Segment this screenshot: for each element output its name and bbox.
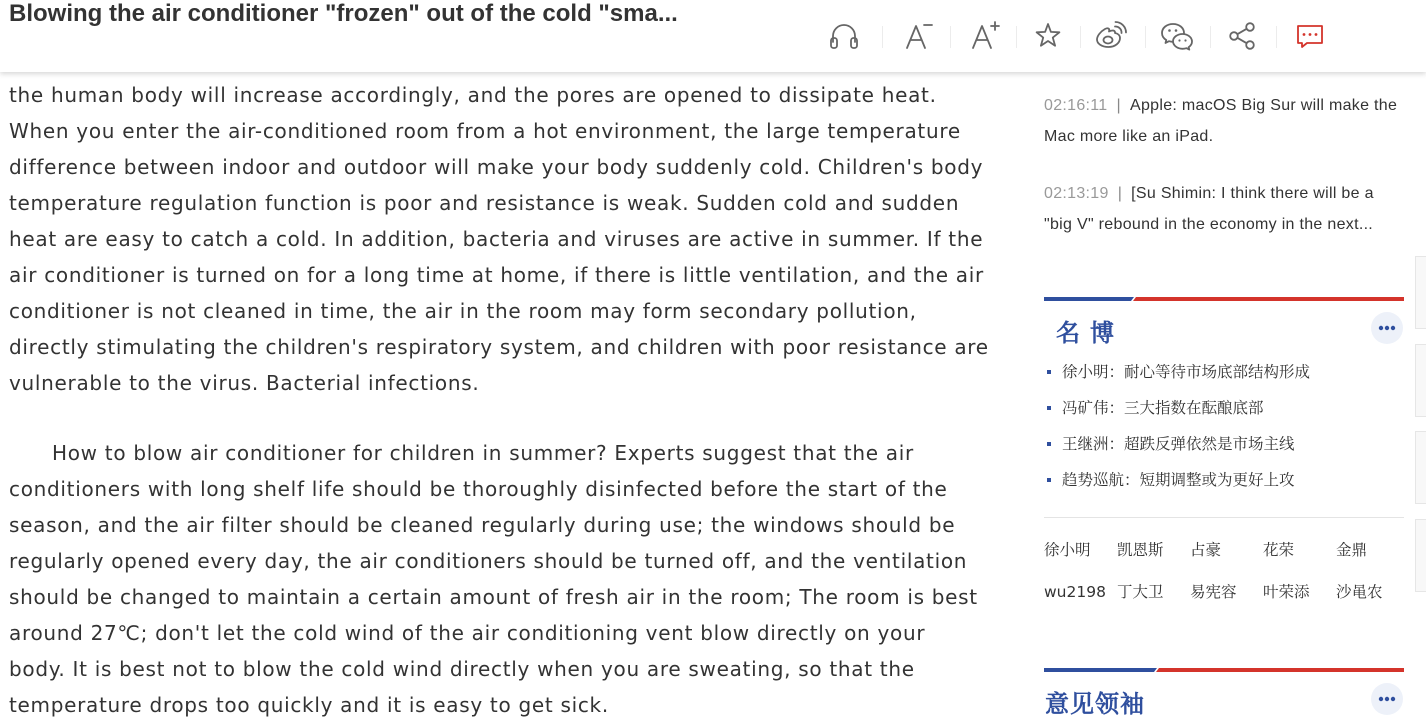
rule-blue-segment [1044,297,1134,301]
wechat-icon [1159,18,1195,54]
mingbo-article-item[interactable] [1044,462,1404,498]
font-increase-button[interactable] [967,18,1003,54]
star-icon [1030,18,1066,54]
article-line: temperature regulation function is poor and resistance is weak. Sudden cold and sudden [9,191,960,215]
rule-blue-segment [1044,668,1157,672]
side-float-tab[interactable] [1415,256,1426,329]
article-line: season, and the air filter should be cleaned regularly during use; the windows should be [9,513,956,537]
headphones-icon [826,18,862,54]
blogger-link[interactable]: 凯恩斯 [1117,541,1164,559]
blogger-grid [1044,529,1404,613]
blogger-link[interactable]: 沙黾农 [1336,583,1383,601]
article-line: conditioners with long shelf life should be thoroughly disinfected before the start of the [9,477,948,501]
mingbo-article-link[interactable]: 徐小明：耐心等待市场底部结构形成 [1062,363,1311,381]
bullet-icon [1047,370,1051,374]
share-icon [1224,18,1260,54]
blogger-link[interactable]: 占豪 [1190,541,1222,559]
mingbo-article-item[interactable] [1044,390,1404,426]
font-increase-icon [967,18,1003,54]
blogger-link[interactable]: 易宪容 [1190,583,1237,601]
mingbo-article-list [1044,354,1404,498]
rule-red-segment [1133,297,1404,301]
more-dots-icon [1371,683,1403,715]
article-line: How to blow air conditioner for children in summer? Experts suggest that the air [52,441,914,465]
side-float-tab[interactable] [1415,519,1426,592]
blogger-link[interactable]: 花荣 [1263,541,1295,559]
side-float-tab[interactable] [1415,431,1426,504]
mingbo-article-item[interactable] [1044,426,1404,462]
article-line: should be changed to maintain a certain amount of fresh air in the room; The room is best [9,585,978,609]
page-title: Blowing the air conditioner "frozen" out of the cold "sma... [9,0,678,27]
side-float-tab[interactable] [1415,344,1426,417]
flash-news-separator: | [1117,185,1123,202]
weibo-icon [1093,18,1129,54]
toolbar-divider [882,26,883,48]
article-line: vulnerable to the virus. Bacterial infections. [9,371,480,395]
section-divider [1044,517,1404,518]
section-title-rule [1044,297,1404,301]
bullet-icon [1047,406,1051,410]
blogger-row [1044,571,1404,613]
article-body [9,77,1019,723]
font-decrease-icon [901,18,937,54]
article-line: regularly opened every day, the air conditioners should be turned off, and the ventilation [9,549,968,573]
toolbar-divider [950,26,951,48]
blogger-link[interactable]: wu2198 [1044,583,1106,601]
mingbo-article-link[interactable]: 王继洲：超跌反弹依然是市场主线 [1062,435,1295,453]
article-line: around 27℃; don't let the cold wind of the air conditioning vent blow directly on your [9,621,926,645]
mingbo-article-item[interactable] [1044,354,1404,390]
share-wechat-button[interactable] [1159,18,1195,54]
bullet-icon [1047,478,1051,482]
flash-news-item[interactable] [1044,90,1404,152]
bullet-icon [1047,442,1051,446]
article-paragraph [9,435,1019,723]
article-paragraph [9,77,1019,401]
blogger-link[interactable]: 叶荣添 [1263,583,1310,601]
article-line: body. It is best not to blow the cold wind directly when you are sweating, so that the [9,657,915,681]
article-line: When you enter the air-conditioned room from a hot environment, the large temperature [9,119,961,143]
blogger-link[interactable]: 徐小明 [1044,541,1091,559]
opinion-leaders-section-title[interactable]: 意见领袖 [1045,690,1145,718]
flash-news-time: 02:13:19 [1044,185,1109,202]
mingbo-article-link[interactable]: 冯矿伟：三大指数在酝酿底部 [1062,399,1264,417]
article-line: directly stimulating the children's respiratory system, and children with poor resistance are [9,335,989,359]
mingbo-more-button[interactable] [1371,312,1403,344]
toolbar-divider [1016,26,1017,48]
sidebar [1044,0,1404,726]
blogger-row [1044,529,1404,571]
flash-news-text[interactable]: Apple: macOS Big Sur will make the Mac more like an iPad. [1044,97,1398,145]
article-line: the human body will increase accordingly, and the pores are opened to dissipate heat. [9,83,937,107]
share-weibo-button[interactable] [1093,18,1129,54]
favorite-button[interactable] [1030,18,1066,54]
blogger-link[interactable]: 丁大卫 [1117,583,1164,601]
font-decrease-button[interactable] [901,18,937,54]
toolbar-divider [1276,26,1277,48]
flash-news-separator: | [1116,97,1121,114]
mingbo-article-link[interactable]: 趋势巡航：短期调整或为更好上攻 [1062,471,1295,489]
flash-news-text[interactable]: [Su Shimin: I think there will be a "big V" rebound in the economy in the next... [1044,185,1374,233]
more-dots-icon [1371,312,1403,344]
article-line: difference between indoor and outdoor will make your body suddenly cold. Children's body [9,155,984,179]
mingbo-section-title[interactable]: 名博 [1056,319,1124,347]
opinion-leaders-more-button[interactable] [1371,683,1403,715]
blogger-link[interactable]: 金鼎 [1336,541,1368,559]
flash-news-item[interactable] [1044,178,1404,240]
comment-button[interactable] [1292,18,1328,54]
section-title-rule [1044,668,1404,672]
share-button[interactable] [1224,18,1260,54]
flash-news-time: 02:16:11 [1044,97,1108,114]
article-line: temperature drops too quickly and it is easy to get sick. [9,693,609,717]
toolbar-divider [1210,26,1211,48]
article-line: conditioner is not cleaned in time, the air in the room may form secondary pollution, [9,299,917,323]
rule-red-segment [1156,668,1404,672]
article-line: heat are easy to catch a cold. In addition, bacteria and viruses are active in summer. If the [9,227,984,251]
toolbar-divider [1145,26,1146,48]
listen-button[interactable] [826,18,862,54]
article-header [0,0,1426,72]
toolbar-divider [1080,26,1081,48]
article-line: air conditioner is turned on for a long time at home, if there is little ventilation, and the air [9,263,984,287]
comment-icon [1292,18,1328,54]
